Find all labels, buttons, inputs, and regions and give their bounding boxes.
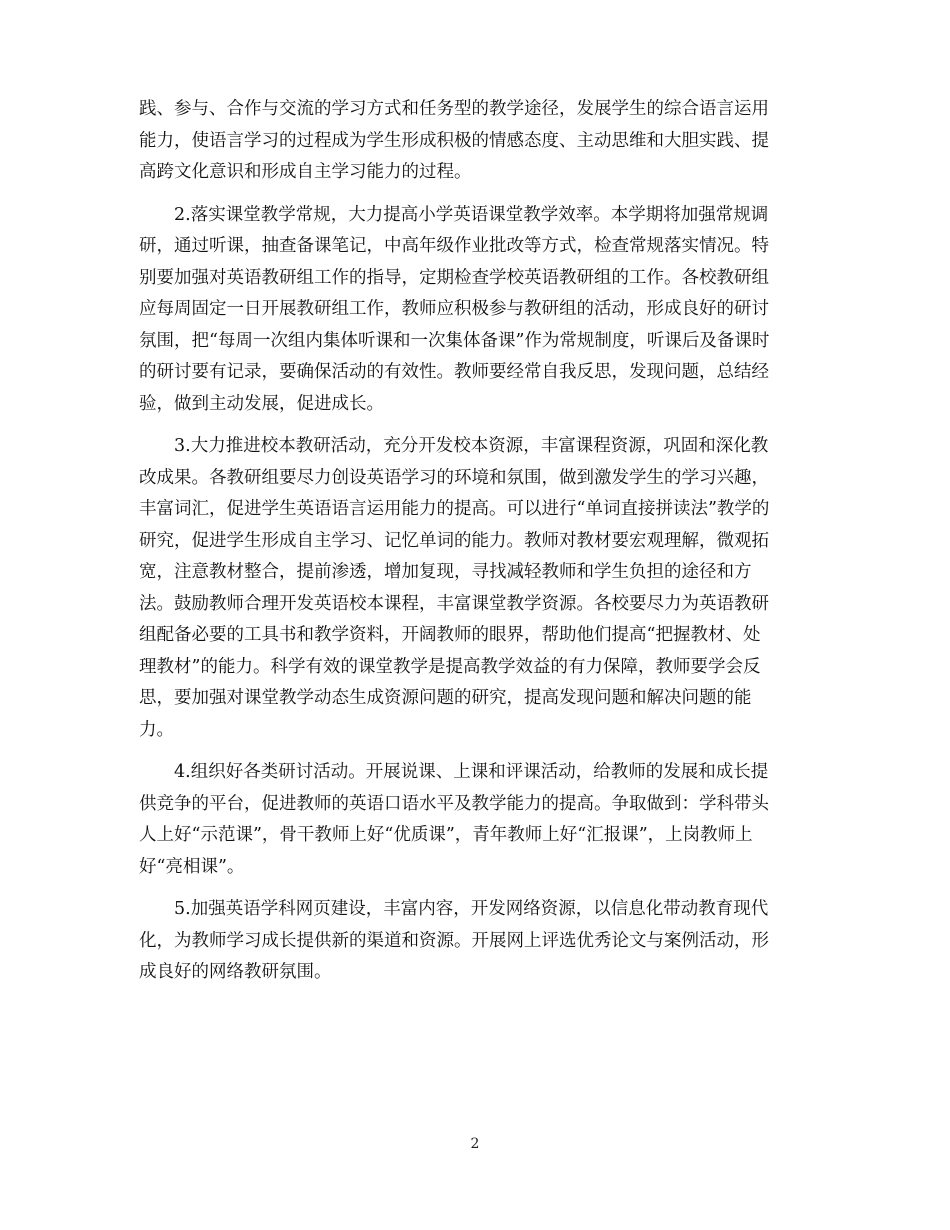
- text-line: 4.组织好各类研讨活动。开展说课、上课和评课活动，给教师的发展和成长提: [174, 762, 769, 782]
- text-line: 2.落实课堂教学常规，大力提高小学英语课堂教学效率。本学期将加强常规调: [174, 204, 769, 225]
- text-line: 应每周固定一日开展教研组工作，教师应积极参与教研组的活动，形成良好的研讨: [139, 299, 769, 319]
- paragraph-4: [139, 757, 815, 883]
- text-line: 好“亮相课”。: [139, 856, 245, 877]
- page-number: 2: [470, 1136, 480, 1152]
- text-line: 验，做到主动发展，促进成长。: [139, 393, 384, 414]
- text-line: 力。: [139, 719, 174, 740]
- paragraph-1: [139, 94, 815, 189]
- text-line: 人上好“示范课”，骨干教师上好“优质课”，青年教师上好“汇报课”，上岗教师上: [139, 825, 753, 845]
- text-line: 理教材”的能力。科学有效的课堂教学是提高教学效益的有力保障，教师要学会反: [139, 656, 761, 677]
- text-line: 思，要加强对课堂教学动态生成资源问题的研究，提高发现问题和解决问题的能: [139, 688, 752, 708]
- text-line: 氛围，把“每周一次组内集体听课和一次集体备课”作为常规制度，听课后及备课时: [139, 330, 770, 351]
- text-line: 宽，注意教材整合，提前渗透，增加复现，寻找减轻教师和学生负担的途径和方: [139, 562, 752, 582]
- text-line: 丰富词汇，促进学生英语语言运用能力的提高。可以进行“单词直接拼读法”教学的: [139, 499, 770, 519]
- text-line: 改成果。各教研组要尽力创设英语学习的环境和氛围，做到激发学生的学习兴趣，: [139, 467, 769, 488]
- document-body: [139, 94, 815, 989]
- paragraph-5: [139, 894, 815, 989]
- paragraph-2: [139, 200, 815, 421]
- text-line: 3.大力推进校本教研活动，充分开发校本资源，丰富课程资源，巩固和深化教: [174, 436, 769, 456]
- text-line: 5.加强英语学科网页建设，丰富内容，开发网络资源，以信息化带动教育现代: [174, 899, 769, 919]
- paragraph-3: [139, 431, 815, 746]
- text-line: 研究，促进学生形成自主学习、记忆单词的能力。教师对教材要宏观理解，微观拓: [139, 530, 769, 551]
- text-line: 别要加强对英语教研组工作的指导，定期检查学校英语教研组的工作。各校教研组: [139, 267, 769, 288]
- text-line: 组配备必要的工具书和教学资料，开阔教师的眼界，帮助他们提高“把握教材、处: [139, 625, 761, 645]
- text-line: 法。鼓励教师合理开发英语校本课程，丰富课堂教学资源。各校要尽力为英语教研: [139, 593, 769, 614]
- text-line: 践、参与、合作与交流的学习方式和任务型的教学途径，发展学生的综合语言运用: [139, 99, 769, 119]
- text-line: 化，为教师学习成长提供新的渠道和资源。开展网上评选优秀论文与案例活动，形: [139, 930, 769, 951]
- text-line: 的研讨要有记录，要确保活动的有效性。教师要经常自我反思，发现问题，总结经: [139, 362, 769, 382]
- text-line: 高跨文化意识和形成自主学习能力的过程。: [139, 162, 472, 182]
- text-line: 供竞争的平台，促进教师的英语口语水平及教学能力的提高。争取做到：学科带头: [139, 793, 769, 814]
- text-line: 研，通过听课，抽查备课笔记，中高年级作业批改等方式，检查常规落实情况。特: [139, 236, 769, 256]
- text-line: 成良好的网络教研氛围。: [139, 962, 332, 982]
- text-line: 能力，使语言学习的过程成为学生形成积极的情感态度、主动思维和大胆实践、提: [139, 130, 769, 151]
